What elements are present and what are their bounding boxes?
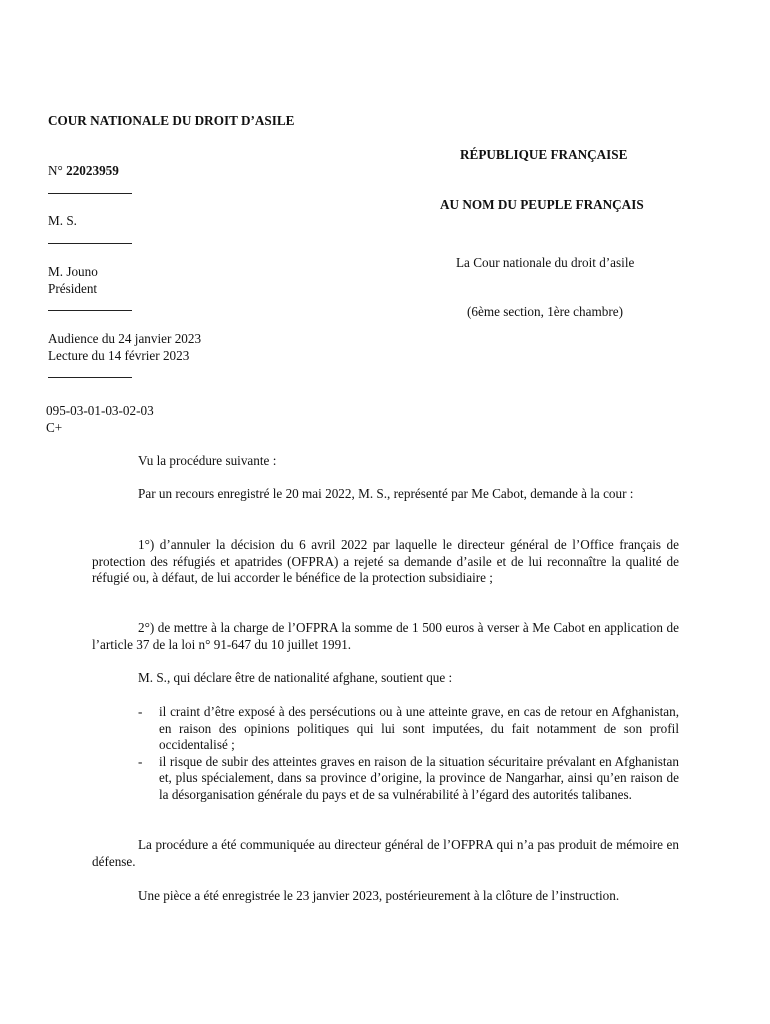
judge-name: M. Jouno	[48, 264, 98, 279]
court-heading: La Cour nationale du droit d’asile	[456, 255, 635, 270]
hearing-date: Audience du 24 janvier 2023	[48, 331, 202, 346]
communication-paragraph: La procédure a été communiquée au directeur général de l’OFPRA qui n’a pas produit de mémoire en défense.	[92, 837, 679, 869]
list-item: - il craint d’être exposé à des persécutions ou à une atteinte grave, en cas de retour en Afghanistan, en raison des opinions politiques qui lui sont imputées, du fait notamment de son profil occidentalisé ;	[138, 704, 679, 752]
divider	[48, 377, 132, 378]
republic-heading: RÉPUBLIQUE FRANÇAISE	[460, 147, 628, 162]
section-heading: (6ème section, 1ère chambre)	[467, 304, 623, 319]
reading-date: Lecture du 14 février 2023	[48, 348, 190, 363]
request-1-paragraph: 1°) d’annuler la décision du 6 avril 2022 par laquelle le directeur général de l’Office français de protection des réfugiés et apatrides (OFPRA) a rejeté sa demande d’asile et de lui reconnaître la qualité de réfugié ou, à défaut, de lui accorder le bénéfice de la protection subsidiaire ;	[92, 537, 679, 585]
divider	[48, 310, 132, 311]
list-item: - il risque de subir des atteintes graves en raison de la situation sécuritaire prévalant en Afghanistan et, plus spécialement, dans sa province d’origine, la province de Nangarhar, ainsi qu’en raison de la désorganisation générale du pays et de sa vulnérabilité à l’égard des autorités talibanes.	[138, 753, 679, 802]
appeal-paragraph: Par un recours enregistré le 20 mai 2022, M. S., représenté par Me Cabot, demande à la cour :	[138, 486, 634, 501]
in-name-heading: AU NOM DU PEUPLE FRANÇAIS	[440, 197, 644, 212]
court-title: COUR NATIONALE DU DROIT D’ASILE	[48, 113, 295, 128]
request-2-paragraph: 2°) de mettre à la charge de l’OFPRA la somme de 1 500 euros à verser à Me Cabot en application de l’article 37 de la loi n° 91-647 du 10 juillet 1991.	[92, 620, 679, 652]
arguments-list	[92, 704, 679, 803]
case-number: 22023959	[66, 163, 119, 178]
classification-code: 095-03-01-03-02-03	[46, 403, 154, 418]
classification-level: C+	[46, 420, 63, 435]
divider	[48, 243, 132, 244]
divider	[48, 193, 132, 194]
procedure-intro: Vu la procédure suivante :	[138, 453, 277, 468]
case-number-line	[48, 162, 119, 179]
document-paragraph: Une pièce a été enregistrée le 23 janvier 2023, postérieurement à la clôture de l’instruction.	[138, 888, 620, 903]
case-number-prefix: N°	[48, 163, 67, 178]
arguments-intro: M. S., qui déclare être de nationalité afghane, soutient que :	[138, 670, 453, 685]
party-name: M. S.	[48, 213, 77, 228]
judge-role: Président	[48, 281, 98, 296]
